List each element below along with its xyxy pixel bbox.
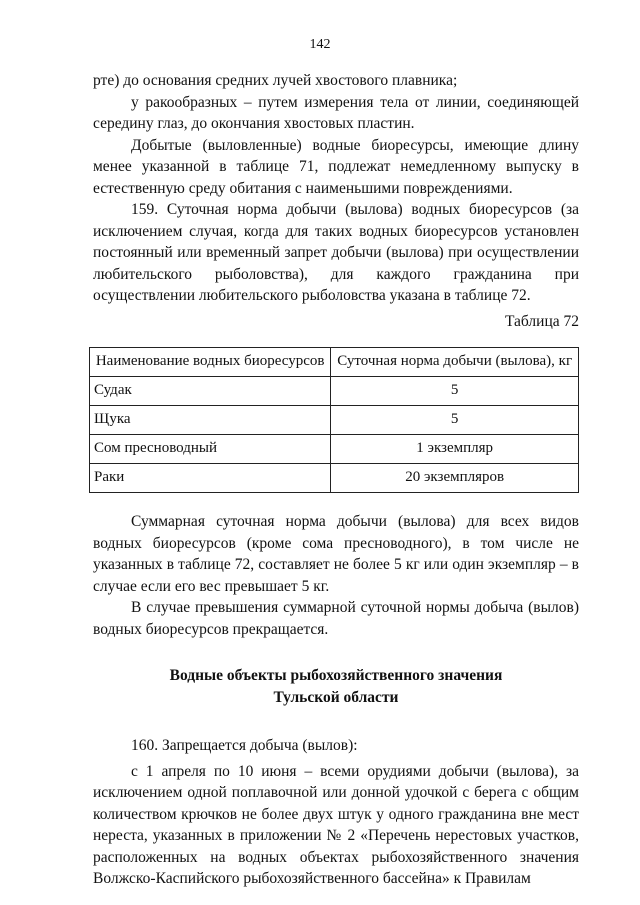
cell-species: Раки <box>90 464 331 493</box>
cell-species: Сом пресноводный <box>90 435 331 464</box>
paragraph: Добытые (выловленные) водные биоресурсы, имеющие длину менее указанной в таблице 71, подлежат немедленному выпуску в естественную среду обитания с наименьшими повреждениями. <box>93 136 579 197</box>
page-number: 142 <box>309 37 331 52</box>
table-row <box>90 377 579 406</box>
cell-norm: 5 <box>331 377 579 406</box>
cell-species: Судак <box>90 377 331 406</box>
paragraph: Суммарная суточная норма добычи (вылова) для всех видов водных биоресурсов (кроме сома пресноводного), в том числе не указанных в таблице 72, составляет не более 5 кг или один экземпляр – в случае если его вес превышает 5 кг. <box>93 513 579 595</box>
section-heading-line: Тульской области <box>273 689 399 706</box>
table-header-row <box>90 348 579 377</box>
table-caption: Таблица 72 <box>504 312 579 330</box>
paragraph-item-159: 159. Суточная норма добычи (вылова) водных биоресурсов (за исключением случая, когда для таких водных биоресурсов установлен постоянный или временный запрет добычи (вылова) при осуществлении любительского рыболовства), для каждого гражданина при осуществлении любительского рыболовства указана в таблице 72. <box>93 201 579 304</box>
table-row <box>90 406 579 435</box>
paragraph: у ракообразных – путем измерения тела от линии, соединяющей середину глаз, до окончания хвостовых пластин. <box>93 93 579 132</box>
cell-norm: 20 экземпляров <box>331 464 579 493</box>
paragraph-item-160: 160. Запрещается добыча (вылов): <box>131 737 358 754</box>
paragraph: с 1 апреля по 10 июня – всеми орудиями добычи (вылова), за исключением одной поплавочной или донной удочкой с берега с общим количеством крючков не более двух штук у одного гражданина вне мест нереста, указанных в приложении № 2 «Перечень нерестовых участков, расположенных на водных объектах рыбохозяйственного значения Волжско-Каспийского рыбохозяйственного бассейна» к Правилам <box>93 762 579 887</box>
document-body <box>93 70 579 890</box>
column-header-norm: Суточная норма добычи (вылова), кг <box>331 348 579 377</box>
table-row <box>90 435 579 464</box>
norms-table <box>89 347 579 493</box>
cell-norm: 1 экземпляр <box>331 435 579 464</box>
paragraph: В случае превышения суммарной суточной нормы добыча (вылов) водных биоресурсов прекращается. <box>93 599 579 638</box>
section-heading-line: Водные объекты рыбохозяйственного значения <box>169 667 503 684</box>
paragraph: рте) до основания средних лучей хвостового плавника; <box>93 72 458 89</box>
column-header-name: Наименование водных биоресурсов <box>90 348 331 377</box>
cell-species: Щука <box>90 406 331 435</box>
section-heading <box>93 665 579 709</box>
table-row <box>90 464 579 493</box>
cell-norm: 5 <box>331 406 579 435</box>
